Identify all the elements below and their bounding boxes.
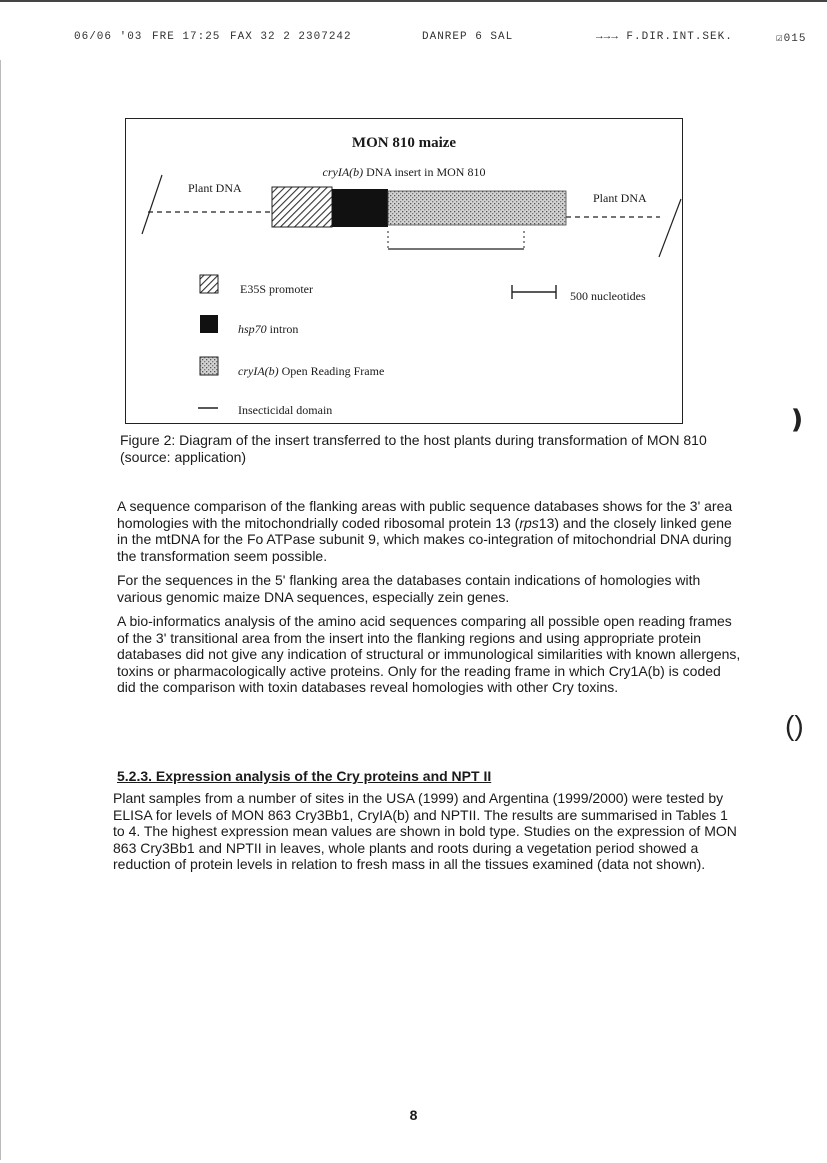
scale-bar-label: 500 nucleotides (570, 289, 646, 303)
page-number: 8 (409, 1107, 418, 1123)
figure-caption: Figure 2: Diagram of the insert transferred to the host plants during transformation of MON 810 (source: application) (120, 432, 707, 465)
paragraph-5-prime-flanking: For the sequences in the 5' flanking area the databases contain indications of homologies with various genomic maize DNA sequences, especially zein genes. (117, 572, 701, 605)
legend-intron-swatch (200, 315, 218, 333)
hsp70-intron-segment (332, 189, 388, 227)
paragraph-sequence-comparison: A sequence comparison of the flanking areas with public sequence databases shows for the 3' area homologies with the mitochondrially coded ribosomal protein 13 (rps13) and the closely linked gene in the mtDNA for the Fo ATPase subunit 9, which makes co-integration of mitochondrial DNA during the transformation seem possible. (117, 498, 733, 564)
legend-orf-swatch (200, 357, 218, 375)
legend-intron-label (238, 322, 298, 337)
legend-promoter-label: E35S promoter (240, 282, 313, 296)
cryia-b-orf-segment (388, 191, 566, 225)
fax-day-time: FRE 17:25 (152, 31, 221, 43)
fax-page-code: ☑015 (776, 33, 807, 45)
fax-number: FAX 32 2 2307242 (230, 31, 352, 43)
fax-header (0, 0, 827, 48)
legend-orf-text: Open Reading Frame (278, 364, 385, 378)
e35s-promoter-segment (272, 187, 332, 227)
figure-subtitle-text: DNA insert in MON 810 (363, 165, 486, 179)
plant-dna-right-label: Plant DNA (593, 191, 647, 205)
fax-date: 06/06 '03 (74, 31, 143, 43)
legend-orf-label (238, 364, 384, 379)
section-heading: 5.2.3. Expression analysis of the Cry proteins and NPT II (117, 768, 492, 784)
margin-mark-bottom: () (785, 710, 804, 741)
legend-promoter-swatch (200, 275, 218, 293)
insert-diagram-figure (125, 118, 683, 424)
figure-title: MON 810 maize (351, 135, 457, 151)
legend-intron-text: intron (266, 322, 299, 336)
fax-recipient: →→→ F.DIR.INT.SEK. (596, 31, 733, 43)
plant-dna-left-label: Plant DNA (188, 181, 242, 195)
legend-orf-gene: cryIA(b) (238, 364, 279, 378)
legend-intron-gene: hsp70 (238, 322, 267, 336)
margin-mark-top: ❫ (786, 404, 808, 434)
body-paragraphs (117, 498, 742, 704)
section-body: Plant samples from a number of sites in the USA (1999) and Argentina (1999/2000) were tested by ELISA for levels of MON 863 Cry3Bb1, CryIA(b) and NPTII. The results are summarised in Tables 1 to 4. The highest expression mean values are shown in bold type. Studies on the expression of MON 863 Cry3Bb1 and NPTII in leaves, whole plants and roots during a vegetation period showed a reduction of protein levels in relation to fresh mass in all the tissues examined (data not shown). (113, 790, 737, 872)
figure-subtitle-gene: cryIA(b) (322, 165, 364, 179)
fax-sender: DANREP 6 SAL (422, 31, 514, 43)
legend-domain-label: Insecticidal domain (238, 403, 333, 417)
paragraph-bioinformatics: A bio-informatics analysis of the amino acid sequences comparing all possible open reading frames of the 3' transitional area from the insert into the flanking regions and using appropriate protein databases did not give any indication of structural or immunological similarities with known allergens, toxins or pharmacologically active proteins. Only for the reading frame in which Cry1A(b) is coded did the comparison with toxin databases reveal homologies with other Cry toxins. (117, 613, 741, 695)
plant-dna-left-slash (142, 175, 162, 234)
figure-subtitle (126, 165, 682, 180)
plant-dna-right-slash (659, 199, 681, 257)
page-left-edge (0, 60, 1, 1160)
